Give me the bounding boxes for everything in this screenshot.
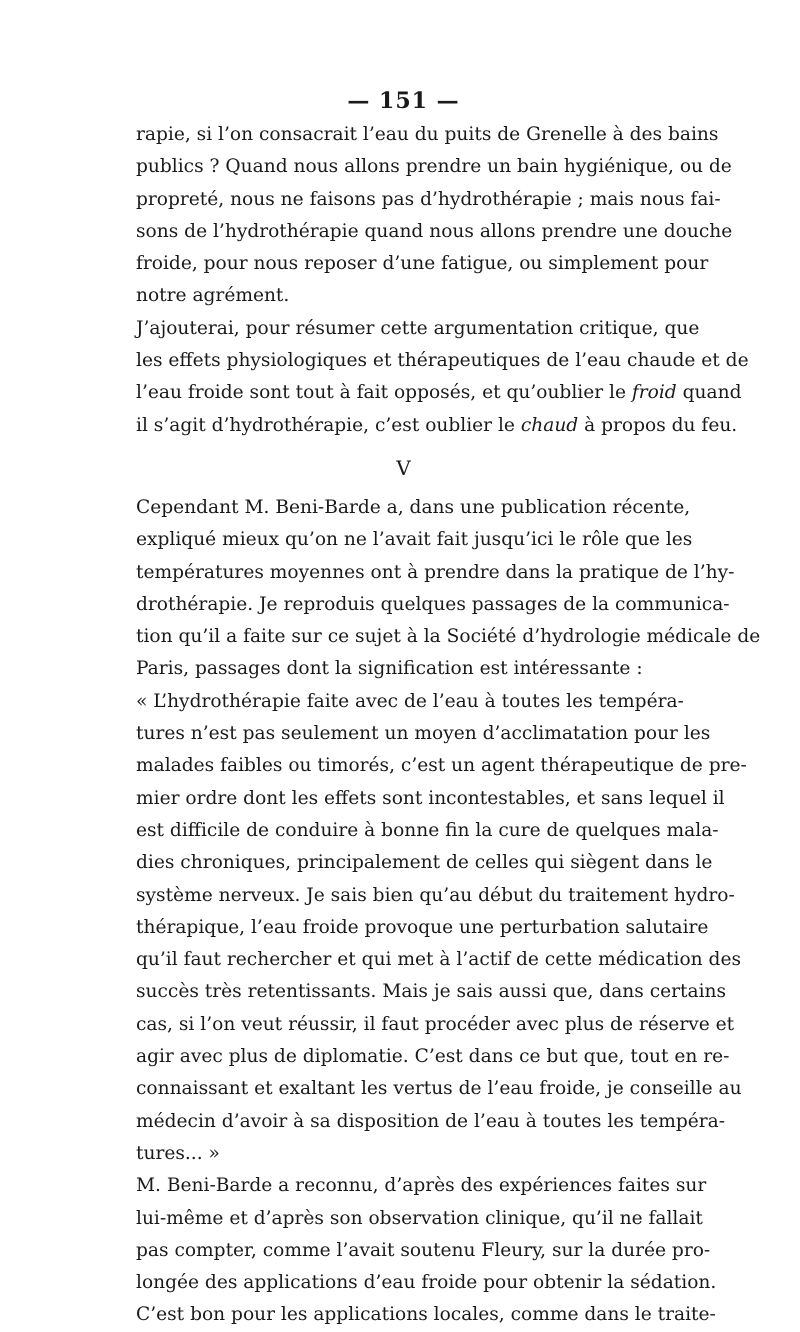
text-line: propreté, nous ne faisons pas d’hydrothérapie ; mais nous fai- xyxy=(136,188,721,210)
text-line: thérapique, l’eau froide provoque une perturbation salutaire xyxy=(136,916,709,938)
text-line: système nerveux. Je sais bien qu’au début du traitement hydro- xyxy=(136,884,735,906)
text-line: connaissant et exaltant les vertus de l’eau froide, je conseille au xyxy=(136,1078,742,1100)
text-line: malades faibles ou timorés, c’est un agent thérapeutique de pre- xyxy=(136,755,747,777)
text-line: lui-même et d’après son observation clinique, qu’il ne fallait xyxy=(136,1207,703,1229)
text-line: Cependant M. Beni-Barde a, dans une publication récente, xyxy=(136,496,691,518)
text-line: « L’hydrothérapie faite avec de l’eau à toutes les tempéra- xyxy=(136,690,684,712)
text-line: C’est bon pour les applications locales, comme dans le traite- xyxy=(136,1304,716,1326)
text-line: J’ajouterai, pour résumer cette argumentation critique, que xyxy=(136,317,700,339)
text-line: publics ? Quand nous allons prendre un bain hygiénique, ou de xyxy=(136,156,732,178)
body-text xyxy=(136,492,761,1332)
text-line: longée des applications d’eau froide pour obtenir la sédation. xyxy=(136,1272,717,1294)
text-fragment: il s’agit d’hydrothérapie, c’est oublier le xyxy=(136,414,521,436)
text-line: rapie, si l’on consacrait l’eau du puits de Grenelle à des bains xyxy=(136,124,719,145)
text-line: drothérapie. Je reproduis quelques passages de la communica- xyxy=(136,593,730,615)
text-line: cas, si l’on veut réussir, il faut procéder avec plus de réserve et xyxy=(136,1013,735,1035)
text-line xyxy=(136,410,738,442)
text-line: froide, pour nous reposer d’une fatigue, ou simplement pour xyxy=(136,253,709,275)
italic-word: froid xyxy=(631,382,677,404)
text-line: médecin d’avoir à sa disposition de l’eau à toutes les tempéra- xyxy=(136,1110,726,1132)
text-line: M. Beni-Barde a reconnu, d’après des expériences faites sur xyxy=(136,1175,707,1197)
italic-word: chaud xyxy=(520,414,579,436)
text-line: expliqué mieux qu’on ne l’avait fait jusqu’ici le rôle que les xyxy=(136,529,693,551)
text-line: tures... » xyxy=(136,1142,220,1164)
text-fragment: à propos du feu. xyxy=(578,414,738,436)
text-line: est difficile de conduire à bonne fin la cure de quelques mala- xyxy=(136,819,719,841)
text-line: succès très retentissants. Mais je sais aussi que, dans certains xyxy=(136,981,727,1003)
text-line: tion qu’il a faite sur ce sujet à la Société d’hydrologie médicale de xyxy=(136,626,761,648)
page-number: — 151 — xyxy=(347,88,460,114)
text-line: agir avec plus de diplomatie. C’est dans ce but que, tout en re- xyxy=(136,1046,730,1068)
text-line: dies chroniques, principalement de celles qui siègent dans le xyxy=(136,852,713,874)
text-line: températures moyennes ont à prendre dans la pratique de l’hy- xyxy=(136,561,735,583)
text-line: sons de l’hydrothérapie quand nous allons prendre une douche xyxy=(136,220,733,242)
text-line: Paris, passages dont la signification est intéressante : xyxy=(136,658,643,680)
text-line: notre agrément. xyxy=(136,285,290,307)
text-line: les effets physiologiques et thérapeutiques de l’eau chaude et de xyxy=(136,350,749,372)
text-line: mier ordre dont les effets sont incontestables, et sans lequel il xyxy=(136,787,725,809)
text-line xyxy=(136,377,742,409)
text-line: pas compter, comme l’avait soutenu Fleury, sur la durée pro- xyxy=(136,1239,711,1261)
section-heading: V xyxy=(396,455,411,480)
text-fragment: l’eau froide sont tout à fait opposés, et qu’oublier le xyxy=(136,382,632,404)
text-fragment: quand xyxy=(676,382,742,404)
body-text xyxy=(136,119,749,442)
book-page xyxy=(136,85,761,1332)
text-line: qu’il faut rechercher et qui met à l’actif de cette médication des xyxy=(136,949,742,971)
text-line: tures n’est pas seulement un moyen d’acclimatation pour les xyxy=(136,723,711,745)
